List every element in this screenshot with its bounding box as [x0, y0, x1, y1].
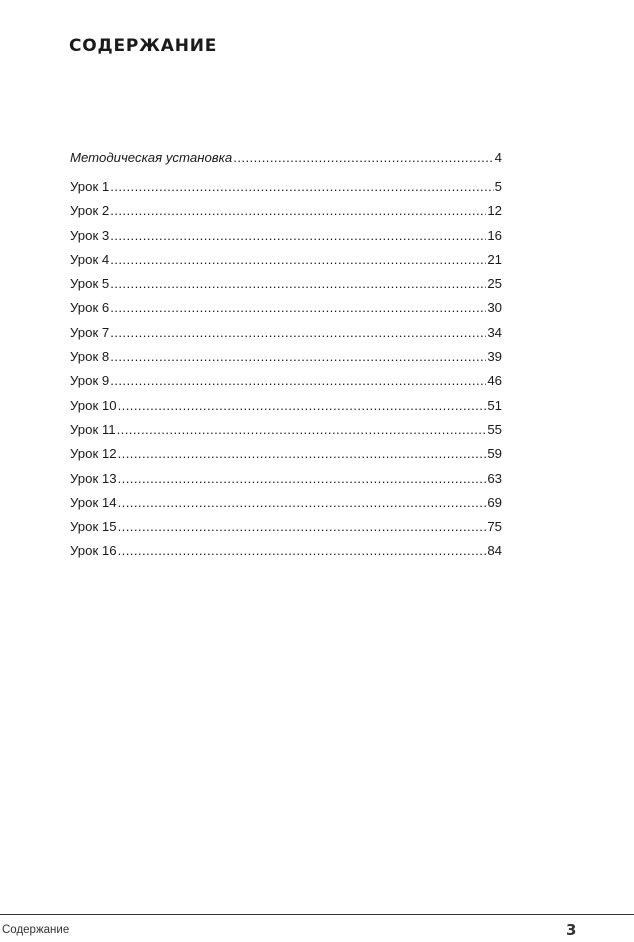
toc-dot-leader [118, 445, 487, 463]
toc-entry-lesson-15 [70, 518, 502, 536]
toc-entry-page: 75 [487, 519, 502, 535]
toc-dot-leader [110, 299, 486, 317]
toc-entry-page: 5 [494, 179, 502, 194]
toc-dot-leader [110, 348, 486, 366]
toc-entry-label: Урок 16 [70, 543, 117, 559]
toc-entry-label: Урок 3 [70, 227, 110, 243]
toc-dot-leader [110, 251, 486, 269]
toc-entry-page: 34 [487, 324, 502, 340]
toc-dot-leader [118, 397, 487, 415]
footer-divider [0, 914, 634, 915]
toc-dot-leader [233, 149, 493, 167]
toc-entry-page: 30 [487, 300, 502, 316]
toc-entry-page: 69 [487, 494, 502, 510]
toc-entry-label: Урок 15 [70, 519, 117, 535]
toc-entry-lesson-11 [70, 421, 502, 439]
toc-entry-page: 55 [487, 421, 502, 437]
toc-entry-page: 59 [487, 446, 502, 462]
toc-dot-leader [118, 494, 487, 512]
toc-dot-leader [110, 275, 486, 293]
toc-entry-lesson-16 [70, 542, 502, 560]
toc-entry-label: Урок 5 [70, 276, 110, 292]
table-of-contents [70, 149, 502, 567]
toc-entry-lesson-1 [70, 178, 502, 196]
toc-entry-page: 25 [487, 276, 502, 292]
toc-entry-lesson-14 [70, 494, 502, 512]
toc-entry-label: Урок 10 [70, 397, 117, 413]
toc-entry-intro [70, 149, 502, 167]
toc-dot-leader [118, 518, 487, 536]
toc-dot-leader [110, 227, 486, 245]
toc-entry-label: Урок 7 [70, 324, 110, 340]
toc-entry-lesson-10 [70, 397, 502, 415]
toc-entry-label: Урок 12 [70, 446, 117, 462]
toc-entry-label: Урок 1 [70, 179, 110, 194]
toc-entry-page: 4 [494, 150, 502, 165]
toc-entry-page: 16 [487, 227, 502, 243]
toc-entry-lesson-7 [70, 324, 502, 342]
toc-entry-lesson-2 [70, 202, 502, 220]
footer-section-label: Содержание [2, 924, 70, 936]
toc-entry-label: Урок 14 [70, 494, 117, 510]
toc-dot-leader [117, 421, 487, 439]
toc-entry-page: 84 [487, 543, 502, 559]
toc-entry-label: Урок 8 [70, 349, 110, 365]
toc-entry-lesson-6 [70, 299, 502, 317]
toc-entry-lesson-13 [70, 470, 502, 488]
toc-entry-lesson-12 [70, 445, 502, 463]
toc-entry-label: Урок 13 [70, 470, 117, 486]
toc-entry-lesson-3 [70, 227, 502, 245]
toc-entry-label: Урок 11 [70, 421, 116, 437]
toc-dot-leader [118, 470, 487, 488]
toc-entry-label: Урок 4 [70, 251, 110, 267]
toc-entry-label: Методическая установка [70, 150, 233, 165]
toc-entry-label: Урок 2 [70, 203, 110, 219]
toc-entry-lesson-4 [70, 251, 502, 269]
toc-entry-lesson-9 [70, 372, 502, 390]
toc-entry-page: 39 [487, 349, 502, 365]
toc-entry-page: 21 [487, 251, 502, 267]
toc-dot-leader [110, 372, 486, 390]
toc-entry-lesson-8 [70, 348, 502, 366]
footer-page-number: 3 [566, 921, 577, 939]
toc-entry-page: 63 [487, 470, 502, 486]
toc-entry-label: Урок 6 [70, 300, 110, 316]
toc-dot-leader [118, 542, 487, 560]
toc-entry-label: Урок 9 [70, 373, 110, 389]
toc-entry-page: 51 [487, 397, 502, 413]
toc-entry-page: 46 [487, 373, 502, 389]
toc-entry-lesson-5 [70, 275, 502, 293]
toc-entry-page: 12 [487, 203, 502, 219]
toc-dot-leader [110, 324, 486, 342]
toc-dot-leader [110, 178, 493, 196]
toc-dot-leader [110, 202, 486, 220]
page-title: СОДЕРЖАНИЕ [69, 36, 218, 56]
